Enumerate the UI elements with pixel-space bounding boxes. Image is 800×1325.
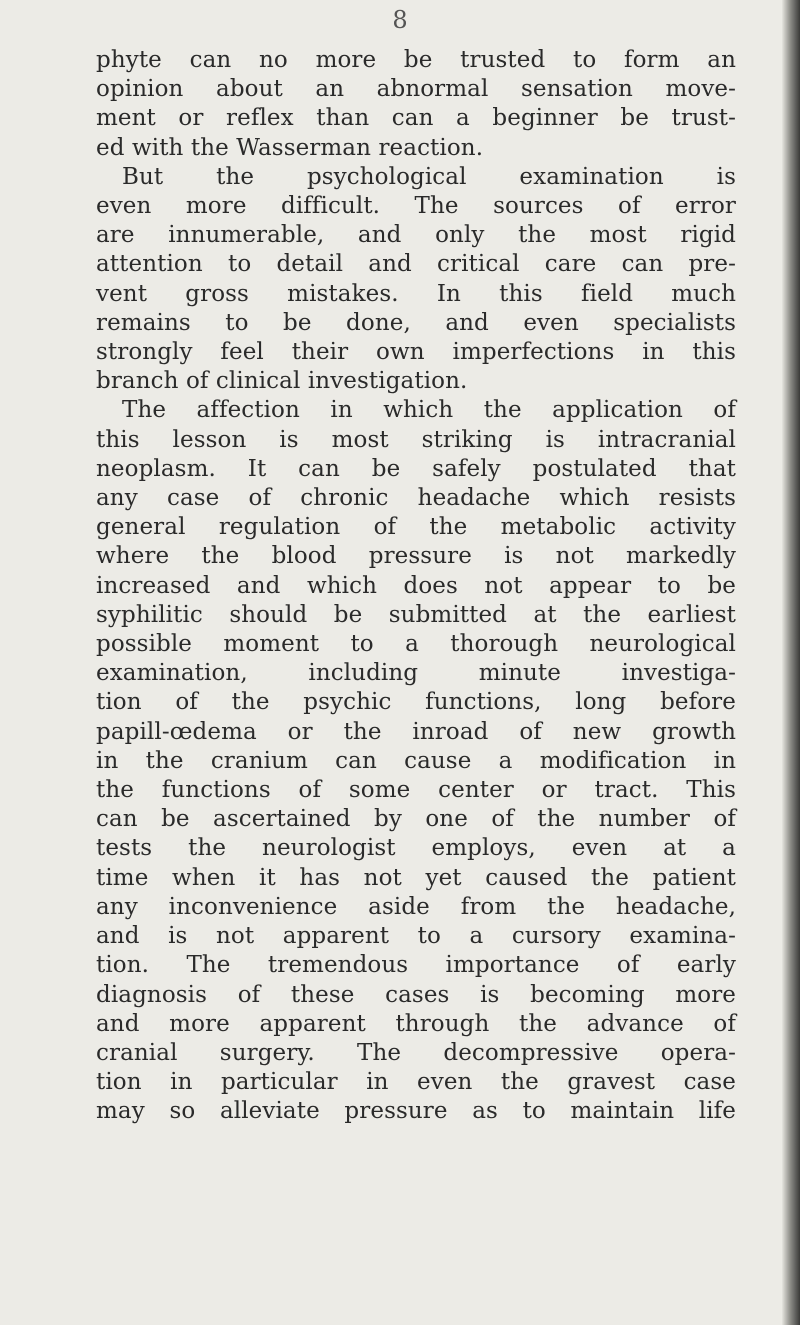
text-line: tion in particular in even the gravest case xyxy=(96,1069,736,1096)
text-line: general regulation of the metabolic activity xyxy=(96,514,736,541)
text-line: tion. The tremendous importance of early xyxy=(96,952,736,979)
text-line: where the blood pressure is not markedly xyxy=(96,543,736,570)
text-line: strongly feel their own imperfections in this xyxy=(96,339,736,366)
text-line: any inconvenience aside from the headache, xyxy=(96,893,736,920)
text-line: cranial surgery. The decompressive opera- xyxy=(96,1039,736,1066)
text-line: the functions of some center or tract. This xyxy=(96,777,736,804)
text-line: are innumerable, and only the most rigid xyxy=(96,222,736,249)
text-line: increased and which does not appear to be xyxy=(96,572,736,599)
text-line: can be ascertained by one of the number of xyxy=(96,806,736,833)
text-line: and more apparent through the advance of xyxy=(96,1010,736,1037)
text-line: neoplasm. It can be safely postulated that xyxy=(96,455,736,482)
text-line: syphilitic should be submitted at the earliest xyxy=(96,601,736,628)
text-line: remains to be done, and even specialists xyxy=(96,309,736,336)
text-line: examination, including minute investiga- xyxy=(96,660,736,687)
text-line: in the cranium can cause a modification in xyxy=(96,747,736,774)
text-line: any case of chronic headache which resists xyxy=(96,485,736,512)
text-line: opinion about an abnormal sensation move- xyxy=(96,76,736,103)
text-line: tion of the psychic functions, long before xyxy=(96,689,736,716)
text-line: branch of clinical investigation. xyxy=(96,368,468,395)
page-number: 8 xyxy=(392,6,408,34)
text-line: The affection in which the application of xyxy=(122,397,736,424)
text-line: tests the neurologist employs, even at a xyxy=(96,835,736,862)
text-line: even more difficult. The sources of error xyxy=(96,193,736,220)
text-line: papill-œdema or the inroad of new growth xyxy=(96,718,736,745)
text-line: But the psychological examination is xyxy=(122,163,736,190)
text-line: ment or reflex than can a beginner be trust- xyxy=(96,105,736,132)
text-line: phyte can no more be trusted to form an xyxy=(96,47,736,73)
body-text xyxy=(96,46,736,1127)
page-edge-shadow xyxy=(782,0,800,1325)
text-line: time when it has not yet caused the patient xyxy=(96,864,736,891)
text-line: attention to detail and critical care can pre- xyxy=(96,251,736,278)
text-line: vent gross mistakes. In this field much xyxy=(96,280,736,307)
text-line: may so alleviate pressure as to maintain life xyxy=(96,1098,736,1125)
text-line: this lesson is most striking is intracranial xyxy=(96,426,736,453)
text-line: diagnosis of these cases is becoming more xyxy=(96,981,736,1008)
text-line: ed with the Wasserman reaction. xyxy=(96,134,484,161)
text-line: possible moment to a thorough neurological xyxy=(96,631,736,658)
text-line: and is not apparent to a cursory examina- xyxy=(96,923,736,950)
